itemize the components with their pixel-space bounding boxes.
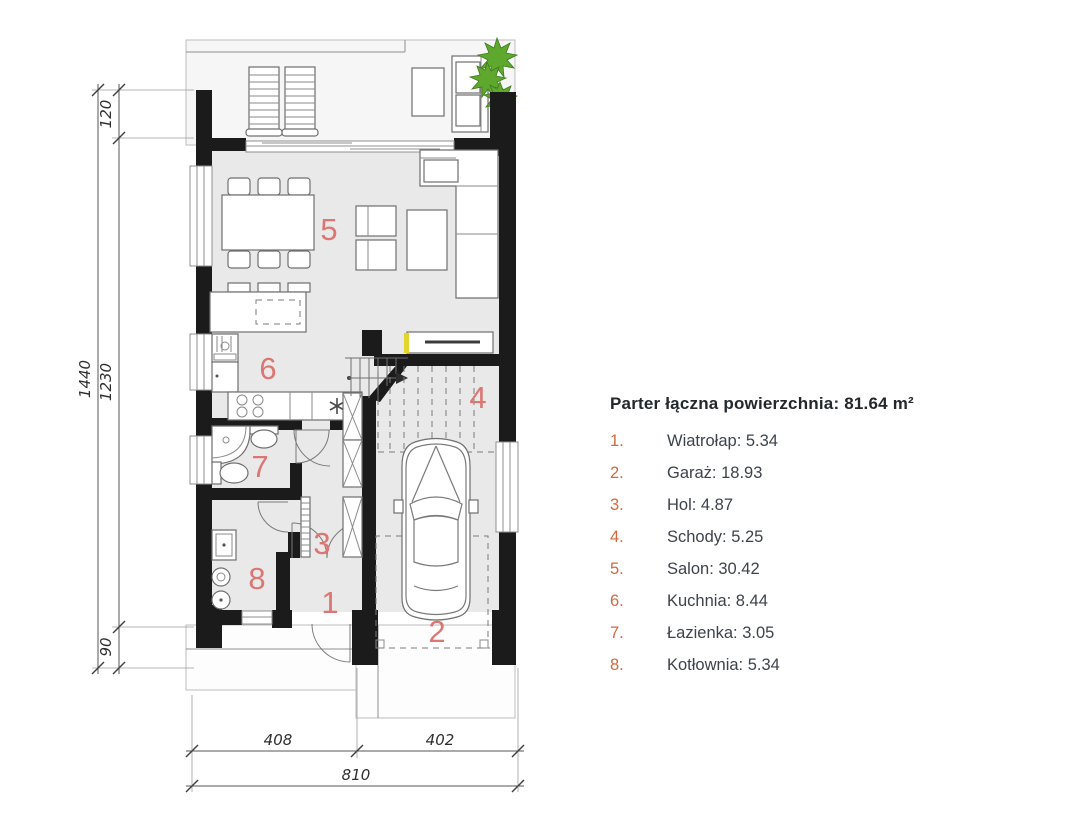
room-legend [610, 394, 1050, 688]
dimension-lines-left [76, 84, 194, 674]
legend-item [610, 432, 1050, 464]
window-icon [190, 436, 212, 484]
room-number-1: 1 [321, 585, 339, 620]
legend-title: Parter łączna powierzchnia: 81.64 m² [610, 394, 914, 413]
washbasin-icon [250, 426, 278, 448]
dim-label-1440: 1440 [76, 359, 94, 399]
tv-cabinet [404, 332, 493, 353]
sun-lounger-icon [282, 67, 318, 136]
window-icon [496, 442, 518, 532]
dim-label-120: 120 [97, 99, 115, 129]
wardrobe-icon [343, 393, 362, 557]
room-number-8: 8 [248, 561, 266, 596]
room-number-3: 3 [313, 526, 331, 561]
kitchen-counter [228, 392, 362, 420]
sun-lounger-icon [246, 67, 282, 136]
legend-item-label: Schody: 5.25 [667, 528, 764, 546]
room-number-6: 6 [259, 351, 277, 386]
dim-label-402: 402 [425, 731, 455, 749]
legend-item-label: Łazienka: 3.05 [667, 624, 775, 642]
legend-item [610, 560, 1050, 592]
legend-item-number: 8. [610, 656, 624, 674]
legend-list [610, 432, 1050, 688]
boiler-icon [212, 530, 236, 560]
legend-item-number: 4. [610, 528, 624, 546]
legend-item-label: Kotłownia: 5.34 [667, 656, 780, 674]
legend-item-number: 1. [610, 432, 624, 450]
legend-item-label: Kuchnia: 8.44 [667, 592, 768, 610]
legend-item [610, 496, 1050, 528]
window-icon [242, 611, 272, 624]
radiator-icon [301, 497, 310, 557]
room-number-4: 4 [469, 380, 487, 415]
legend-item-number: 7. [610, 624, 624, 642]
legend-item [610, 656, 1050, 688]
legend-item-number: 2. [610, 464, 624, 482]
legend-item [610, 464, 1050, 496]
dim-label-1230: 1230 [97, 362, 115, 402]
legend-item-number: 6. [610, 592, 624, 610]
dim-label-408: 408 [263, 731, 293, 749]
legend-item-label: Wiatrołap: 5.34 [667, 432, 778, 450]
kitchen-sink [212, 334, 238, 362]
legend-item [610, 528, 1050, 560]
legend-item-label: Hol: 4.87 [667, 496, 734, 514]
terrace-table [412, 68, 444, 116]
dim-label-810: 810 [341, 766, 371, 784]
room-number-5: 5 [320, 212, 338, 247]
room-number-2: 2 [428, 614, 446, 649]
window-icon [190, 166, 212, 266]
legend-item-number: 5. [610, 560, 624, 578]
window-icon [190, 334, 212, 390]
legend-item-number: 3. [610, 496, 624, 514]
room-number-7: 7 [251, 449, 269, 484]
kitchen-cabinet [212, 362, 238, 392]
dining-table [222, 178, 314, 268]
dim-label-90: 90 [97, 637, 115, 657]
car-icon [394, 439, 478, 621]
legend-item [610, 624, 1050, 656]
legend-item-label: Garaż: 18.93 [667, 464, 763, 482]
rug [407, 210, 447, 270]
legend-item [610, 592, 1050, 624]
toilet-icon [212, 462, 248, 484]
legend-item-label: Salon: 30.42 [667, 560, 760, 578]
